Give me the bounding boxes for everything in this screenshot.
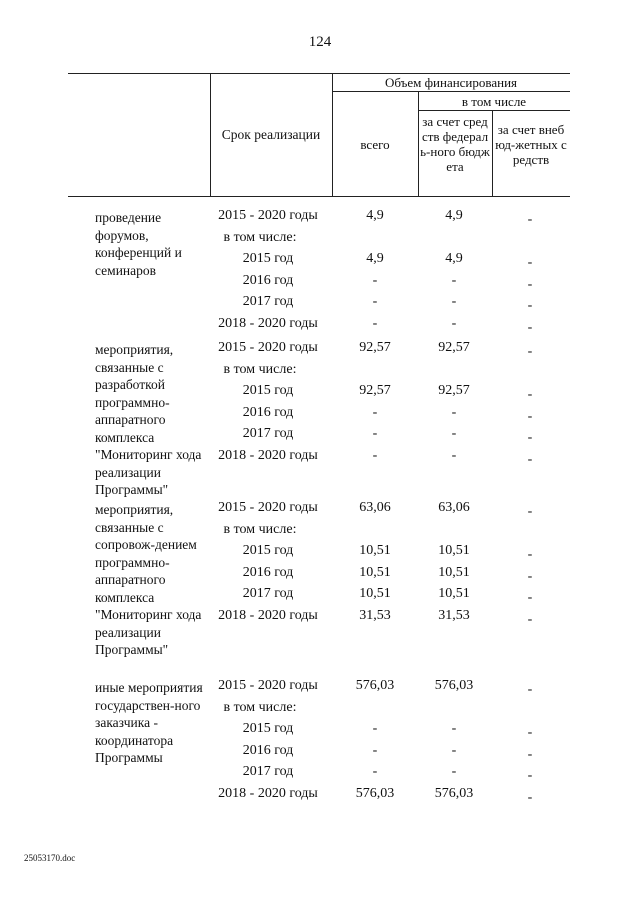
row-period: в том числе: xyxy=(223,521,297,537)
page-number: 124 xyxy=(308,34,332,50)
row-extrabudget: - xyxy=(527,590,533,605)
row-period: в том числе: xyxy=(223,699,297,715)
row-extrabudget: - xyxy=(527,430,533,445)
row-period: 2017 год xyxy=(242,294,294,309)
row-federal: 92,57 xyxy=(438,383,470,398)
row-period: в том числе: xyxy=(223,229,297,245)
row-period: 2015 - 2020 годы xyxy=(218,208,318,223)
row-period: 2017 год xyxy=(242,426,294,441)
row-federal: 10,51 xyxy=(438,543,470,558)
row-total: 31,53 xyxy=(359,607,391,623)
row-federal: 4,9 xyxy=(445,208,463,223)
header-funding-volume: Объем финансирования xyxy=(384,75,518,90)
row-extrabudget: - xyxy=(527,725,533,740)
row-period: 2015 - 2020 годы xyxy=(218,340,318,355)
row-federal: 10,51 xyxy=(438,564,470,580)
row-period: 2015 - 2020 годы xyxy=(218,678,318,693)
header-divider-4 xyxy=(492,110,493,196)
row-period: 2017 год xyxy=(242,586,294,601)
row-extrabudget: - xyxy=(527,746,533,762)
row-extrabudget: - xyxy=(527,568,533,584)
row-period: 2018 - 2020 годы xyxy=(218,315,318,331)
row-federal: - xyxy=(451,315,457,331)
row-name: проведение форумов, конференций и семинаров xyxy=(95,210,182,278)
row-federal: 92,57 xyxy=(438,340,470,355)
row-federal: - xyxy=(451,447,457,463)
row-total: 10,51 xyxy=(359,543,391,558)
row-period: 2016 год xyxy=(242,742,294,758)
row-extrabudget: - xyxy=(527,768,533,783)
row-extrabudget: - xyxy=(527,319,533,335)
row-total: - xyxy=(372,272,378,288)
row-total: - xyxy=(372,447,378,463)
row-name: мероприятия, связанные с сопровож-дением программно-аппаратного комплекса "Мониторинг хода реализации Программы" xyxy=(95,502,202,657)
row-extrabudget: - xyxy=(527,682,533,697)
row-total: - xyxy=(372,721,378,736)
row-period: в том числе: xyxy=(223,361,297,377)
row-total: 92,57 xyxy=(359,340,391,355)
row-period: 2017 год xyxy=(242,764,294,779)
row-name: иные мероприятия государствен-ного заказчика - координатора Программы xyxy=(95,680,203,765)
row-total: 576,03 xyxy=(355,678,395,693)
header-period: Срок реализации xyxy=(221,127,321,142)
row-total: 576,03 xyxy=(355,785,395,801)
row-federal: - xyxy=(451,294,457,309)
row-total: - xyxy=(372,742,378,758)
row-federal: - xyxy=(451,764,457,779)
row-extrabudget: - xyxy=(527,298,533,313)
row-period: 2016 год xyxy=(242,272,294,288)
row-period: 2016 год xyxy=(242,564,294,580)
header-extrabudget: за счет внебюд-жетных средств xyxy=(495,122,567,167)
footer-filename: 25053170.doc xyxy=(24,853,76,863)
including-header-rule xyxy=(418,110,570,111)
row-period: 2018 - 2020 годы xyxy=(218,447,318,463)
row-extrabudget: - xyxy=(527,212,533,227)
row-total: - xyxy=(372,404,378,420)
row-total: 10,51 xyxy=(359,564,391,580)
row-total: 10,51 xyxy=(359,586,391,601)
row-federal: 10,51 xyxy=(438,586,470,601)
header-including: в том числе xyxy=(461,94,527,109)
table-top-rule xyxy=(68,73,570,74)
row-federal: 63,06 xyxy=(438,500,470,515)
row-federal: - xyxy=(451,426,457,441)
row-federal: 4,9 xyxy=(445,251,463,266)
row-total: - xyxy=(372,426,378,441)
row-federal: - xyxy=(451,404,457,420)
row-period: 2015 год xyxy=(242,383,294,398)
row-extrabudget: - xyxy=(527,504,533,519)
row-extrabudget: - xyxy=(527,387,533,402)
row-extrabudget: - xyxy=(527,276,533,292)
row-extrabudget: - xyxy=(527,789,533,805)
row-total: - xyxy=(372,294,378,309)
funding-header-rule xyxy=(332,91,570,92)
row-total: 92,57 xyxy=(359,383,391,398)
row-total: 4,9 xyxy=(366,208,384,223)
row-federal: 31,53 xyxy=(438,607,470,623)
row-total: - xyxy=(372,764,378,779)
row-extrabudget: - xyxy=(527,547,533,562)
row-federal: - xyxy=(451,742,457,758)
row-federal: 576,03 xyxy=(434,785,474,801)
row-extrabudget: - xyxy=(527,408,533,424)
row-name: мероприятия, связанные с разработкой программно-аппаратного комплекса "Мониторинг хода реализации Программы" xyxy=(95,342,202,497)
row-extrabudget: - xyxy=(527,611,533,627)
row-federal: - xyxy=(451,272,457,288)
row-extrabudget: - xyxy=(527,344,533,359)
row-period: 2015 - 2020 годы xyxy=(218,500,318,515)
row-period: 2015 год xyxy=(242,251,294,266)
row-extrabudget: - xyxy=(527,451,533,467)
row-federal: 576,03 xyxy=(434,678,474,693)
row-period: 2018 - 2020 годы xyxy=(218,785,318,801)
table-header-bottom-rule xyxy=(68,196,570,197)
header-total: всего xyxy=(360,137,390,152)
row-total: 63,06 xyxy=(359,500,391,515)
row-extrabudget: - xyxy=(527,255,533,270)
row-period: 2015 год xyxy=(242,543,294,558)
header-federal: за счет средств федераль-ного бюджета xyxy=(420,114,490,174)
row-total: - xyxy=(372,315,378,331)
row-federal: - xyxy=(451,721,457,736)
row-period: 2016 год xyxy=(242,404,294,420)
row-period: 2018 - 2020 годы xyxy=(218,607,318,623)
row-period: 2015 год xyxy=(242,721,294,736)
row-total: 4,9 xyxy=(366,251,384,266)
header-divider-2 xyxy=(332,73,333,196)
